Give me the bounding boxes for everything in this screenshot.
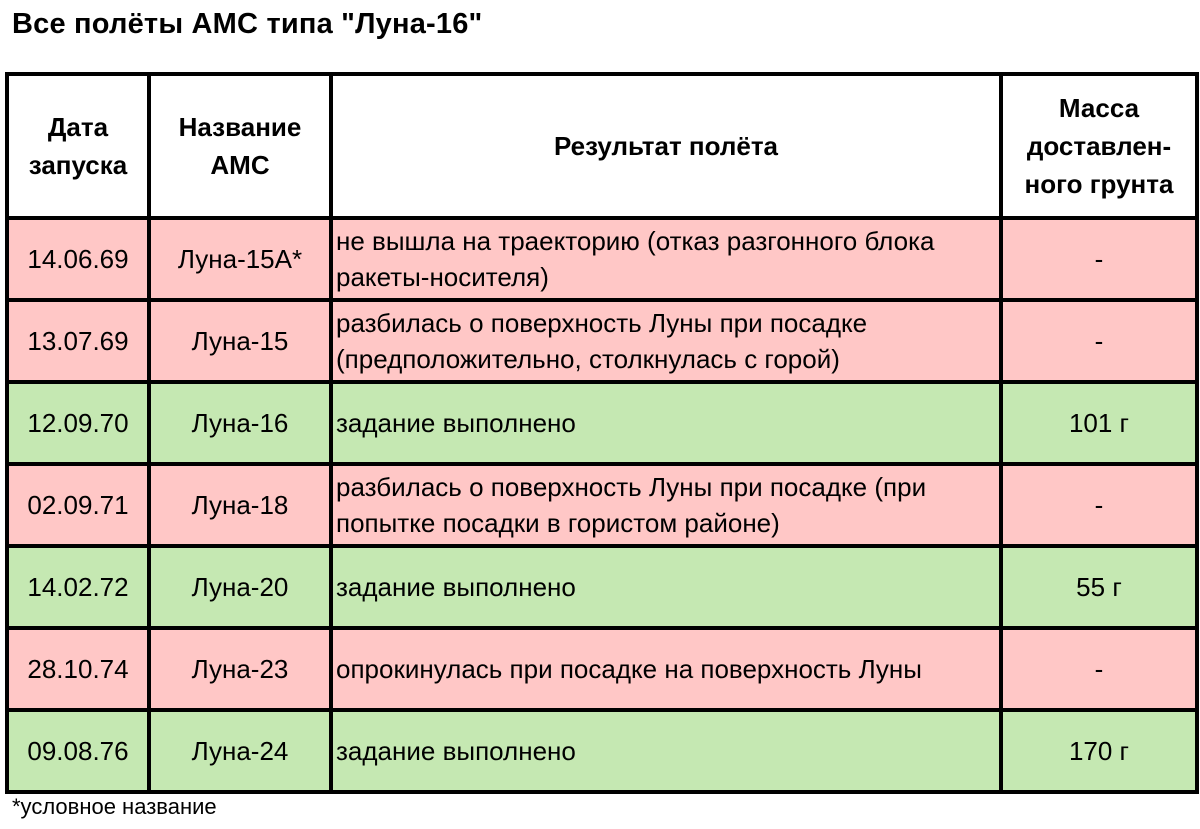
- cell-mass: 170 г: [1001, 710, 1197, 792]
- cell-result: задание выполнено: [331, 382, 1001, 464]
- header-name: Название АМС: [149, 74, 331, 218]
- cell-name: Луна-18: [149, 464, 331, 546]
- cell-name: Луна-24: [149, 710, 331, 792]
- cell-result: разбилась о поверхность Луны при посадке (предположительно, столкнулась с горой): [331, 300, 1001, 382]
- cell-name: Луна-15А*: [149, 218, 331, 300]
- cell-mass: 101 г: [1001, 382, 1197, 464]
- header-mass: Масса доставлен- ного грунта: [1001, 74, 1197, 218]
- cell-result: задание выполнено: [331, 546, 1001, 628]
- page-title: Все полёты АМС типа "Луна-16": [12, 8, 483, 40]
- cell-mass: -: [1001, 218, 1197, 300]
- header-result: Результат полёта: [331, 74, 1001, 218]
- cell-name: Луна-16: [149, 382, 331, 464]
- cell-name: Луна-15: [149, 300, 331, 382]
- table-row: [7, 382, 1197, 464]
- header-date: Дата запуска: [7, 74, 149, 218]
- cell-result: задание выполнено: [331, 710, 1001, 792]
- cell-date: 09.08.76: [7, 710, 149, 792]
- cell-result: не вышла на траекторию (отказ разгонного блока ракеты-носителя): [331, 218, 1001, 300]
- cell-result: разбилась о поверхность Луны при посадке (при попытке посадки в гористом районе): [331, 464, 1001, 546]
- cell-mass: -: [1001, 300, 1197, 382]
- cell-date: 14.06.69: [7, 218, 149, 300]
- cell-date: 13.07.69: [7, 300, 149, 382]
- cell-name: Луна-23: [149, 628, 331, 710]
- cell-date: 14.02.72: [7, 546, 149, 628]
- footnote: *условное название: [12, 794, 217, 819]
- cell-result: опрокинулась при посадке на поверхность Луны: [331, 628, 1001, 710]
- table-row: [7, 300, 1197, 382]
- cell-date: 28.10.74: [7, 628, 149, 710]
- table-row: [7, 628, 1197, 710]
- table-row: [7, 464, 1197, 546]
- cell-date: 12.09.70: [7, 382, 149, 464]
- cell-date: 02.09.71: [7, 464, 149, 546]
- cell-name: Луна-20: [149, 546, 331, 628]
- cell-mass: 55 г: [1001, 546, 1197, 628]
- table-row: [7, 710, 1197, 792]
- table-row: [7, 218, 1197, 300]
- missions-table: [5, 72, 1199, 794]
- table-row: [7, 546, 1197, 628]
- cell-mass: -: [1001, 464, 1197, 546]
- cell-mass: -: [1001, 628, 1197, 710]
- table-header-row: [7, 74, 1197, 218]
